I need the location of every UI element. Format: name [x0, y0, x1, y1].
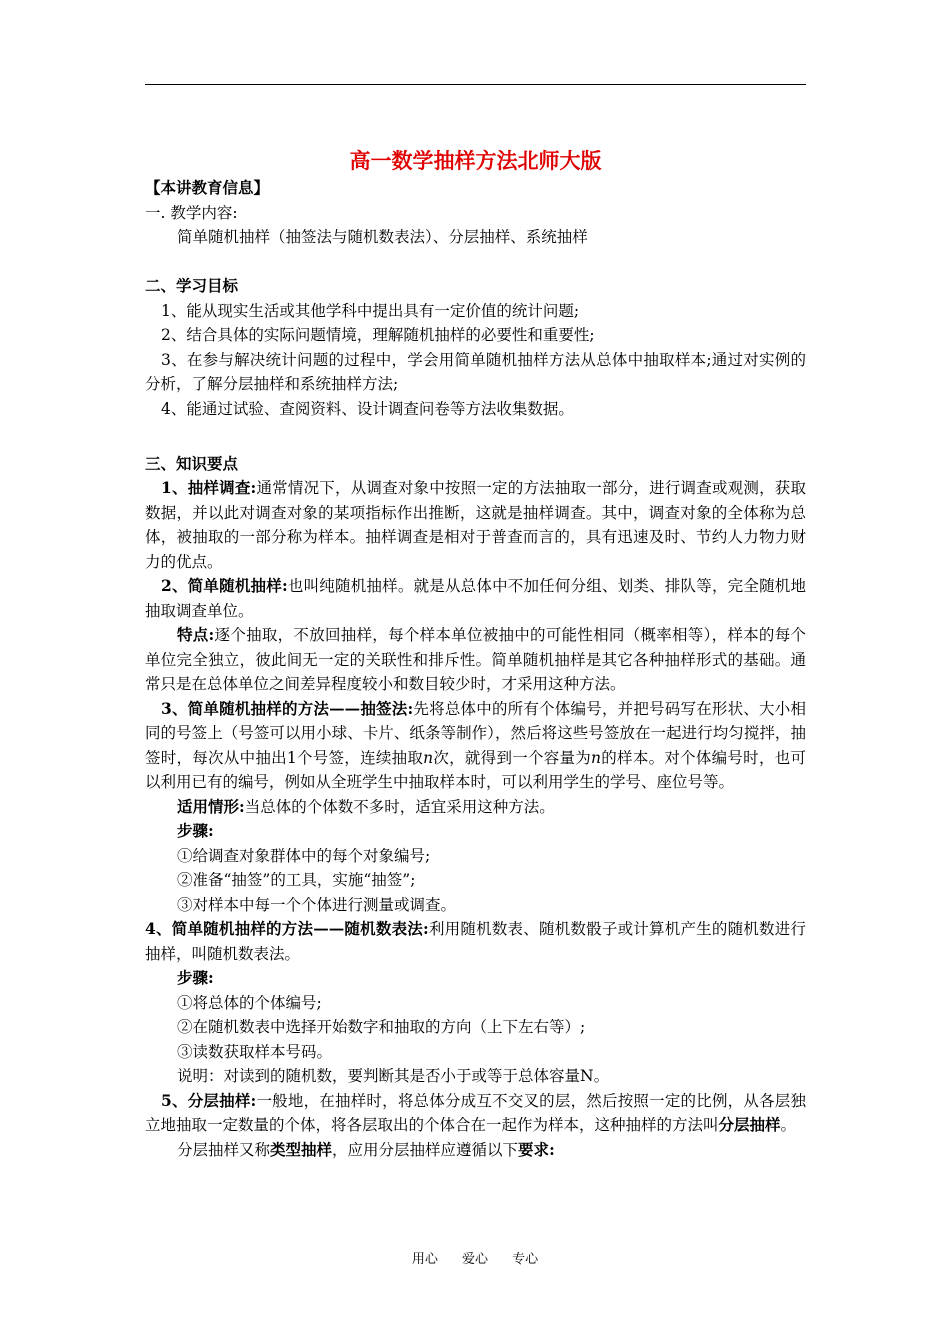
paragraph-text: 先将总体中的所有个体编号，并把号码写在形状、大小相同的号签上（号签可以用小球、卡片、纸条等制作），然后将这些号签放在一起进行均匀搅拌，抽签时，每次从中抽出1个号签，连续抽取	[145, 699, 806, 767]
step-item: ③对样本中每一个个体进行测量或调查。	[177, 895, 457, 914]
variable-n: n	[423, 748, 434, 767]
paragraph-text: 逐个抽取，不放回抽样，每个样本单位被抽中的可能性相同（概率相等），样本的每个单位完全独立，彼此间无一定的关联性和排斥性。简单随机抽样是其它各种抽样形式的基础。通常只是在总体单位之间差异程度较小和数目较少时，才采用这种方法。	[145, 626, 806, 693]
section1-heading: 一. 教学内容:	[145, 203, 238, 222]
step-item: ①将总体的个体编号;	[177, 993, 322, 1012]
paragraph-simple-random	[145, 574, 806, 623]
page-footer	[0, 1248, 950, 1267]
paragraph-stratified	[145, 1089, 806, 1138]
paragraph-text: 分层抽样又称	[177, 1140, 271, 1159]
paragraph-random-table	[145, 917, 806, 966]
info-header: 【本讲教育信息】	[145, 178, 270, 197]
term-label: 3、简单随机抽样的方法——抽签法:	[161, 698, 414, 718]
term-highlight: 分层抽样	[718, 1115, 781, 1134]
paragraph-type-sampling	[145, 1138, 806, 1163]
paragraph-text: 。	[780, 1116, 797, 1134]
paragraph-text: 利用随机数表、随机数骰子或计算机产生的随机数进行抽样，叫随机数表法。	[145, 920, 806, 963]
steps-label: 步骤:	[177, 968, 214, 987]
paragraph-lottery-method	[145, 697, 806, 795]
paragraph-sampling-survey	[145, 476, 806, 574]
paragraph-text: 当总体的个体数不多时，适宜采用这种方法。	[244, 797, 555, 816]
goal-item: 2、结合具体的实际问题情境，理解随机抽样的必要性和重要性;	[161, 326, 595, 344]
document-body	[145, 146, 806, 1162]
section3-heading: 三、知识要点	[145, 453, 239, 473]
goal-item: 3、在参与解决统计问题的过程中，学会用简单随机抽样方法从总体中抽取样本;通过对实例的分析，了解分层抽样和系统抽样方法;	[145, 350, 806, 393]
term-label: 4、简单随机抽样的方法——随机数表法:	[145, 919, 429, 938]
paragraph-text: ，应用分层抽样应遵循以下	[332, 1140, 519, 1159]
variable-n: n	[591, 748, 602, 767]
footer-text: 爱心	[461, 1252, 488, 1267]
footer-text: 专心	[512, 1252, 539, 1267]
goal-item: 1、能从现实生活或其他学科中提出具有一定价值的统计问题;	[161, 301, 580, 320]
term-highlight: 类型抽样	[270, 1139, 333, 1159]
header-rule	[145, 84, 806, 85]
section1-content: 简单随机抽样（抽签法与随机数表法）、分层抽样、系统抽样	[177, 228, 588, 246]
term-label: 适用情形:	[177, 796, 245, 816]
step-item: ②准备“抽签”的工具，实施“抽签”;	[177, 871, 416, 889]
paragraph-applicable	[145, 795, 806, 820]
paragraph-text: 的样本。对个体编号时，也可以利用已有的编号，例如从全班学生中抽取样本时，可以利用学生的学号、座位号等。	[145, 748, 806, 791]
steps-label: 步骤:	[177, 821, 214, 840]
document-title: 高一数学抽样方法北师大版	[349, 148, 602, 173]
term-label: 1、抽样调查:	[161, 478, 257, 497]
paragraph-text: 也叫纯随机抽样。就是从总体中不加任何分组、划类、排队等，完全随机地抽取调查单位。	[145, 577, 806, 620]
goal-item: 4、能通过试验、查阅资料、设计调查问卷等方法收集数据。	[161, 399, 574, 418]
paragraph-features	[145, 623, 806, 697]
footer-text: 用心	[411, 1252, 438, 1267]
step-item: ③读数获取样本号码。	[177, 1042, 333, 1061]
paragraph-text: 次，就得到一个容量为	[433, 748, 592, 767]
term-label: 5、分层抽样:	[161, 1090, 257, 1110]
section2-heading: 二、学习目标	[145, 276, 239, 295]
step-item: ②在随机数表中选择开始数字和抽取的方向（上下左右等）;	[177, 1018, 586, 1036]
paragraph-text: 一般地，在抽样时，将总体分成互不交叉的层，然后按照一定的比例，从各层独立地抽取一定数量的个体，将各层取出的个体合在一起作为样本，这种抽样的方法叫	[145, 1091, 806, 1134]
paragraph-text: 通常情况下，从调查对象中按照一定的方法抽取一部分，进行调查或观测，获取数据，并以此对调查对象的某项指标作出推断，这就是抽样调查。其中，调查对象的全体称为总体，被抽取的一部分称为样本。抽样调查是相对于普查而言的，具有迅速及时、节约人力物力财力的优点。	[145, 479, 806, 571]
note: 说明：对读到的随机数，要判断其是否小于或等于总体容量N。	[177, 1067, 610, 1085]
step-item: ①给调查对象群体中的每个对象编号;	[177, 846, 431, 865]
term-label: 2、简单随机抽样:	[161, 576, 288, 595]
term-label: 特点:	[177, 625, 215, 644]
paragraph-text: :	[549, 1139, 555, 1159]
term-highlight: 要求	[518, 1139, 550, 1159]
